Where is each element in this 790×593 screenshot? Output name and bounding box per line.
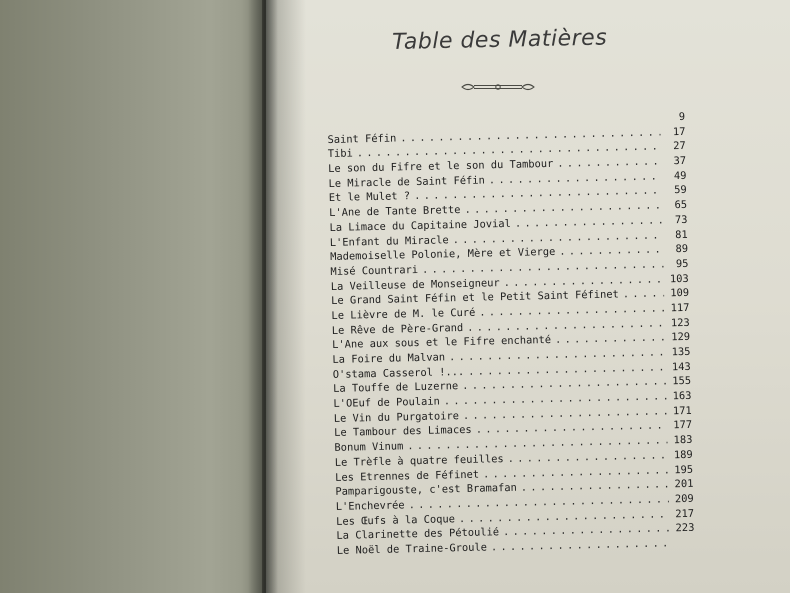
toc-entry-page: 37 [673, 154, 687, 168]
toc-entry-page: 217 [675, 507, 695, 520]
toc-entry-page: 183 [673, 433, 693, 447]
toc-entry-page: 201 [674, 477, 694, 491]
toc-entry-title: Saint Féfin [327, 132, 397, 146]
toc-entry-title: L'Ane aux sous et le Fifre enchanté [332, 334, 552, 352]
toc-entry-title: Le Vin du Purgatoire [333, 409, 460, 425]
toc-entry-title: Et le Mulet ? [328, 190, 411, 205]
toc-entry-title: Le Trèfle à quatre feuilles [334, 452, 504, 469]
dot-leader [623, 287, 665, 303]
toc-entry-page: 103 [669, 272, 689, 285]
toc-entry-title: Le Miracle de Saint Féfin [328, 174, 485, 190]
toc-entry-title: La Veilleuse de Monseigneur [330, 276, 500, 293]
toc-entry-page: 155 [672, 375, 692, 388]
toc-entry-title: Les Etrennes de Féfinet [335, 468, 480, 484]
toc-entry-title: Tibi [327, 147, 353, 161]
toc-entry-title: La Limace du Capitaine Jovial [329, 217, 512, 234]
toc-entry-page: 223 [675, 522, 695, 535]
toc-entry-page: 195 [674, 463, 694, 476]
toc-entry-page: 135 [671, 345, 691, 359]
page-title: Table des Matières [392, 25, 608, 55]
table-of-contents [327, 110, 695, 559]
toc-entry-title: O'stama Casserol !... [332, 365, 465, 381]
toc-entry-page: 9 [678, 110, 686, 124]
toc-entry-page: 65 [674, 198, 688, 212]
toc-entry-title: L'Ane de Tante Brette [329, 204, 461, 220]
book-gutter [248, 0, 278, 593]
toc-entry-page: 73 [674, 213, 688, 226]
toc-entry-title: Le Tambour des Limaces [334, 424, 472, 440]
toc-entry-page: 95 [675, 257, 689, 270]
toc-entry-page: 209 [674, 492, 694, 506]
toc-entry-title: Le son du Fifre et le son du Tambour [328, 157, 554, 176]
toc-entry-title: La Clarinette des Pétoulié [336, 526, 500, 543]
left-page [0, 0, 262, 593]
toc-entry-page: 129 [671, 331, 691, 344]
toc-entry-page: 81 [675, 228, 688, 241]
toc-entry-title: Le Rêve de Père-Grand [331, 321, 464, 337]
toc-entry-title: Mademoiselle Polonie, Mère et Vierge [330, 246, 556, 264]
toc-entry-title: Bonum Vinum [334, 440, 404, 455]
toc-entry-title: Le Grand Saint Féfin et le Petit Saint Féfinet [331, 288, 619, 308]
toc-entry-page: 189 [673, 448, 693, 462]
toc-entry-title: Le Lièvre de M. le Curé [331, 306, 476, 322]
toc-entry-page: 163 [672, 389, 692, 403]
toc-entry-title: L'Enchevrée [335, 499, 405, 513]
toc-entry-page: 17 [672, 125, 686, 138]
toc-entry-page: 27 [673, 140, 686, 153]
toc-entry-page: 59 [674, 184, 687, 197]
toc-entry-title: L'OEuf de Poulain [333, 395, 440, 410]
toc-entry-title: Pamparigouste, c'est Bramafan [335, 481, 518, 499]
toc-entry-title: L'Enfant du Miracle [329, 233, 449, 249]
toc-entry-page: 143 [671, 360, 691, 373]
toc-entry-page: 117 [670, 301, 690, 315]
toc-entry-title: Le Noël de Traine-Groule [336, 541, 488, 557]
ornament-icon [458, 80, 538, 94]
toc-entry-title: Les Œufs à la Coque [336, 512, 456, 528]
toc-entry-page: 89 [675, 243, 689, 256]
toc-entry-page: 123 [670, 316, 690, 329]
toc-entry-page: 171 [672, 404, 692, 417]
toc-entry-title: La Foire du Malvan [332, 351, 446, 366]
toc-entry-page: 49 [673, 169, 687, 182]
toc-entry-title: Misé Countrari [330, 263, 419, 278]
toc-entry-page: 109 [670, 287, 690, 300]
toc-entry-title: La Touffe de Luzerne [333, 380, 459, 396]
toc-entry-page: 177 [673, 419, 693, 432]
